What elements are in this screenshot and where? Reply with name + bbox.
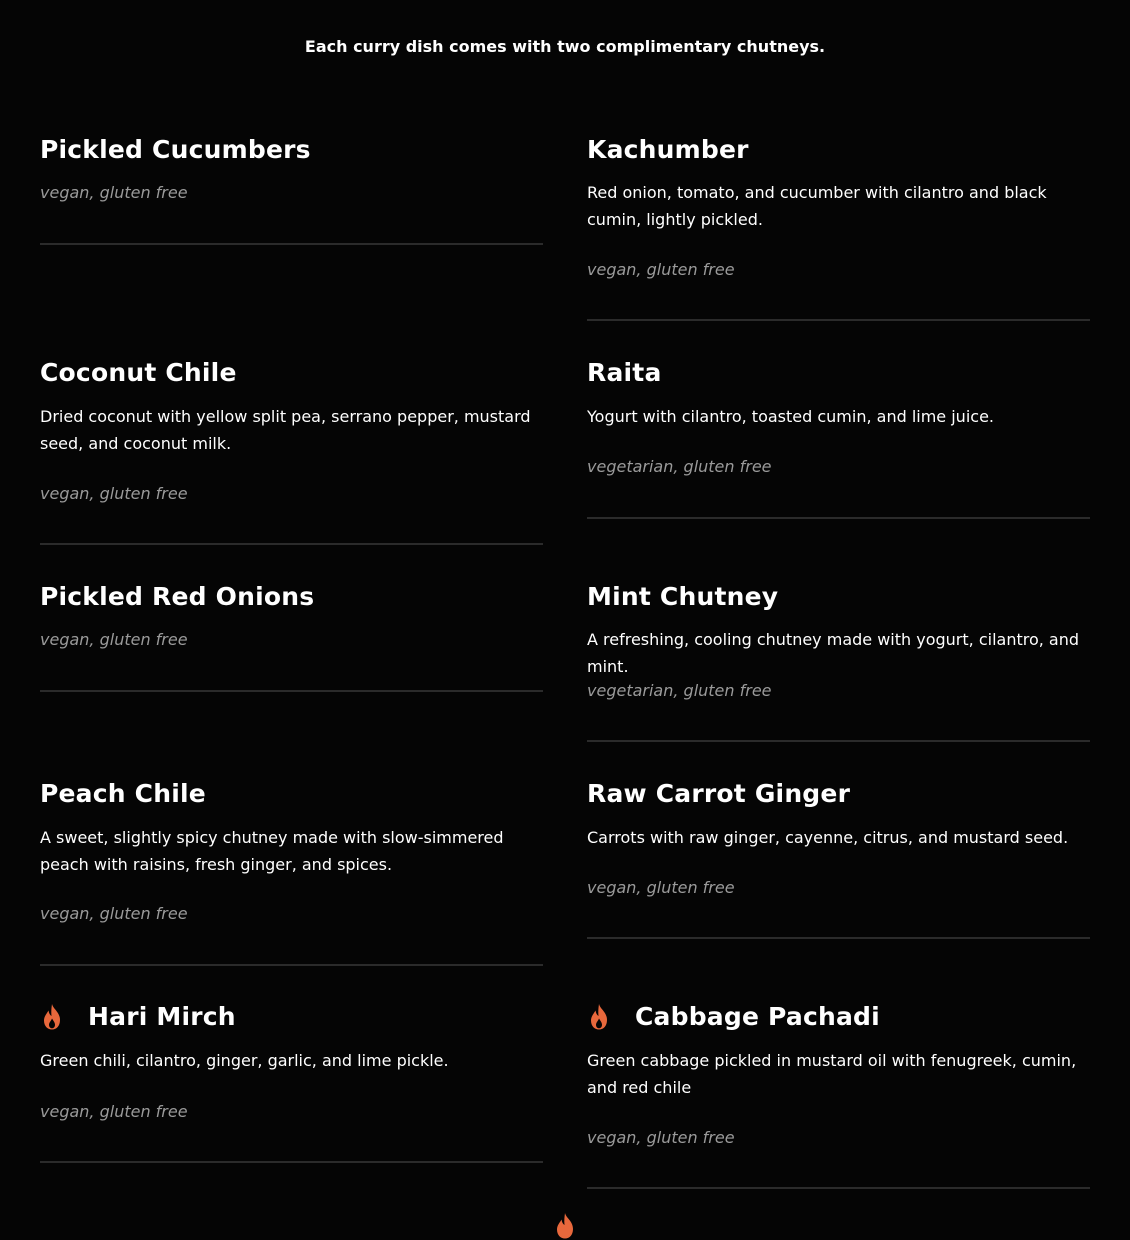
menu-item-name: Raw Carrot Ginger xyxy=(587,779,851,808)
menu-item-name: Pickled Cucumbers xyxy=(40,135,311,164)
item-divider xyxy=(40,543,543,545)
menu-item-coconut-chile xyxy=(40,356,543,503)
item-divider xyxy=(587,1187,1090,1189)
menu-item-raita xyxy=(587,356,1090,476)
menu-item-raw-carrot-ginger xyxy=(587,777,1090,897)
menu-item-cabbage-pachadi xyxy=(587,1000,1090,1147)
menu-item-name: Coconut Chile xyxy=(40,358,237,387)
menu-item-description: Yogurt with cilantro, toasted cumin, and lime juice. xyxy=(587,407,994,426)
item-divider xyxy=(587,319,1090,321)
item-divider xyxy=(40,1161,543,1163)
menu-item-name: Kachumber xyxy=(587,135,749,164)
item-divider xyxy=(40,690,543,692)
menu-item-peach-chile xyxy=(40,777,543,923)
dietary-tags: vegan, gluten free xyxy=(40,1102,188,1121)
dietary-tags: vegan, gluten free xyxy=(587,1128,735,1147)
menu-item-title xyxy=(40,580,543,614)
menu-item-title xyxy=(587,1000,1090,1034)
menu-item-title xyxy=(587,580,1090,614)
menu-item-title xyxy=(40,356,543,390)
dietary-tags: vegetarian, gluten free xyxy=(587,681,772,700)
dietary-tags: vegan, gluten free xyxy=(587,260,735,279)
menu-item-description: Green chili, cilantro, ginger, garlic, and lime pickle. xyxy=(40,1051,449,1070)
dietary-tags: vegan, gluten free xyxy=(40,183,188,202)
menu-item-mint-chutney xyxy=(587,580,1090,700)
item-divider xyxy=(40,243,543,245)
menu-item-title xyxy=(40,1000,543,1034)
menu-item-description: Carrots with raw ginger, cayenne, citrus, and mustard seed. xyxy=(587,828,1069,847)
menu-item-description: A refreshing, cooling chutney made with yogurt, cilantro, and mint. xyxy=(587,630,1080,676)
menu-item-pickled-cucumbers xyxy=(40,133,543,202)
menu-item-name: Mint Chutney xyxy=(587,582,779,611)
dietary-tags: vegan, gluten free xyxy=(587,878,735,897)
menu-item-description: Red onion, tomato, and cucumber with cilantro and black cumin, lightly pickled. xyxy=(587,183,1047,229)
menu-item-description: A sweet, slightly spicy chutney made with slow-simmered peach with raisins, fresh ginger, and spices. xyxy=(40,828,504,874)
menu-item-name: Cabbage Pachadi xyxy=(635,1002,880,1031)
item-divider xyxy=(40,964,543,966)
dietary-tags: vegan, gluten free xyxy=(40,484,188,503)
menu-item-description: Dried coconut with yellow split pea, serrano pepper, mustard seed, and coconut milk. xyxy=(40,407,531,453)
dietary-tags: vegan, gluten free xyxy=(40,630,188,649)
menu-item-kachumber xyxy=(587,133,1090,279)
menu-item-pickled-red-onions xyxy=(40,580,543,649)
dietary-tags: vegetarian, gluten free xyxy=(587,457,772,476)
dietary-tags: vegan, gluten free xyxy=(40,904,188,923)
menu-item-title xyxy=(40,777,543,811)
menu-item-name: Pickled Red Onions xyxy=(40,582,315,611)
menu-item-title xyxy=(587,777,1090,811)
menu-intro-note: Each curry dish comes with two complimentary chutneys. xyxy=(304,37,826,56)
menu-item-title xyxy=(587,356,1090,390)
menu-item-hari-mirch xyxy=(40,1000,543,1121)
menu-item-title xyxy=(587,133,1090,167)
menu-item-name: Peach Chile xyxy=(40,779,206,808)
menu-item-title xyxy=(40,133,543,167)
menu-item-name: Raita xyxy=(587,358,662,387)
flame-icon xyxy=(40,1003,64,1031)
flame-icon xyxy=(553,1212,577,1240)
item-divider xyxy=(587,937,1090,939)
menu-item-name: Hari Mirch xyxy=(88,1002,236,1031)
flame-icon xyxy=(587,1003,611,1031)
menu-item-description: Green cabbage pickled in mustard oil with fenugreek, cumin, and red chile xyxy=(587,1051,1077,1097)
item-divider xyxy=(587,740,1090,742)
item-divider xyxy=(587,517,1090,519)
